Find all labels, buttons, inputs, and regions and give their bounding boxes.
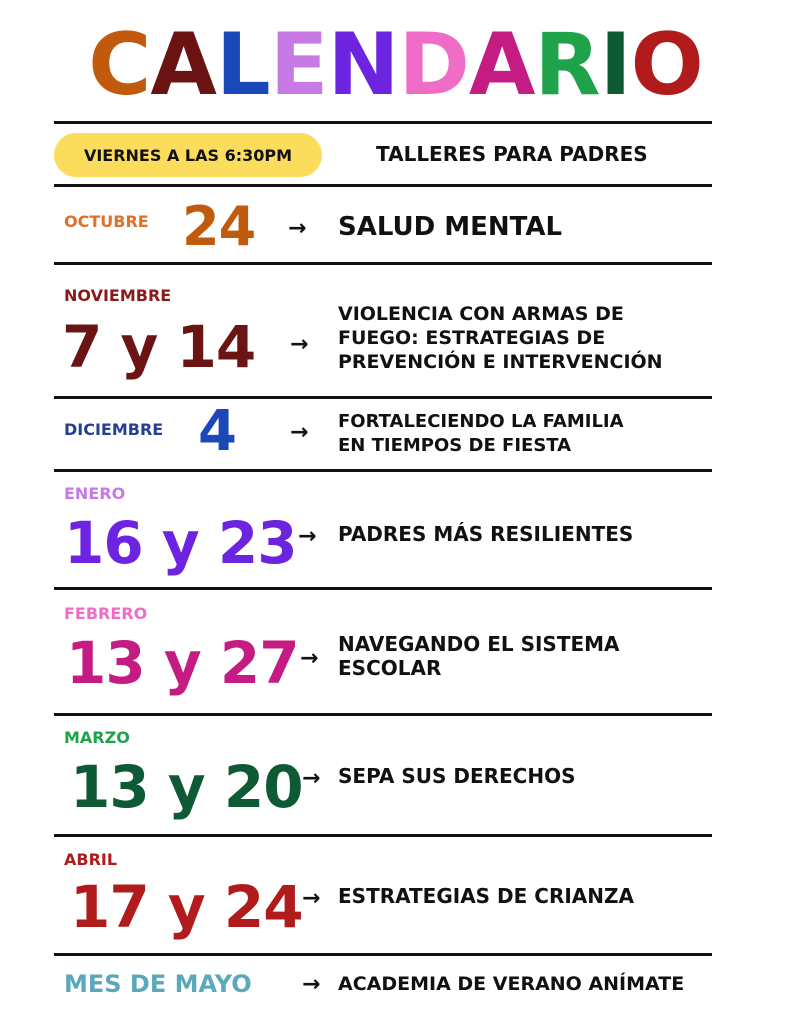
title-letter: I xyxy=(599,15,631,115)
divider xyxy=(54,953,712,956)
topic-octubre: SALUD MENTAL xyxy=(338,212,563,242)
day-numbers-noviembre: 7 y 14 xyxy=(62,313,256,381)
arrow-icon: → xyxy=(288,216,307,241)
arrow-icon: → xyxy=(302,886,321,911)
divider xyxy=(54,834,712,837)
title-letter: N xyxy=(327,15,399,115)
day-numbers-enero: 16 y 23 xyxy=(64,509,297,577)
day-numbers-febrero: 13 y 27 xyxy=(66,629,299,697)
arrow-icon: → xyxy=(290,332,309,357)
divider xyxy=(54,587,712,590)
month-label-diciembre: DICIEMBRE xyxy=(64,420,164,439)
month-label-octubre: OCTUBRE xyxy=(64,212,149,231)
month-label-marzo: MARZO xyxy=(64,728,130,747)
title-letter: C xyxy=(88,15,151,115)
title-letter: L xyxy=(215,15,270,115)
day-numbers-octubre: 24 xyxy=(182,195,256,258)
title-letter: A xyxy=(150,15,216,115)
divider xyxy=(54,469,712,472)
title-letter: D xyxy=(398,15,469,115)
month-label-mayo: MES DE MAYO xyxy=(64,970,252,998)
month-label-enero: ENERO xyxy=(64,484,126,503)
schedule-badge: VIERNES A LAS 6:30PM xyxy=(54,133,322,177)
calendar-title xyxy=(0,15,791,115)
month-label-noviembre: NOVIEMBRE xyxy=(64,286,172,305)
divider xyxy=(54,262,712,265)
day-numbers-abril: 17 y 24 xyxy=(70,873,303,941)
topic-enero: PADRES MÁS RESILIENTES xyxy=(338,522,634,546)
topic-diciembre: FORTALECIENDO LA FAMILIA EN TIEMPOS DE FIESTA xyxy=(338,411,624,456)
arrow-icon: → xyxy=(302,766,321,791)
divider xyxy=(54,713,712,716)
arrow-icon: → xyxy=(302,972,321,997)
month-label-febrero: FEBRERO xyxy=(64,604,148,623)
program-title: TALLERES PARA PADRES xyxy=(376,142,648,166)
topic-febrero: NAVEGANDO EL SISTEMA ESCOLAR xyxy=(338,632,620,680)
title-letter: A xyxy=(468,15,535,115)
arrow-icon: → xyxy=(300,646,319,671)
divider xyxy=(54,396,712,399)
arrow-icon: → xyxy=(298,524,317,549)
topic-abril: ESTRATEGIAS DE CRIANZA xyxy=(338,884,634,908)
month-label-abril: ABRIL xyxy=(64,850,118,869)
day-numbers-marzo: 13 y 20 xyxy=(70,753,303,821)
topic-noviembre: VIOLENCIA CON ARMAS DE FUEGO: ESTRATEGIAS DE PREVENCIÓN E INTERVENCIÓN xyxy=(338,303,663,373)
topic-marzo: SEPA SUS DERECHOS xyxy=(338,764,576,788)
day-numbers-diciembre: 4 xyxy=(198,399,236,464)
title-letter: R xyxy=(534,15,600,115)
title-letter: O xyxy=(630,15,703,115)
divider xyxy=(54,121,712,124)
arrow-icon: → xyxy=(290,420,309,445)
divider xyxy=(54,184,712,187)
topic-mayo: ACADEMIA DE VERANO ANÍMATE xyxy=(338,973,685,995)
title-letter: E xyxy=(269,15,328,115)
